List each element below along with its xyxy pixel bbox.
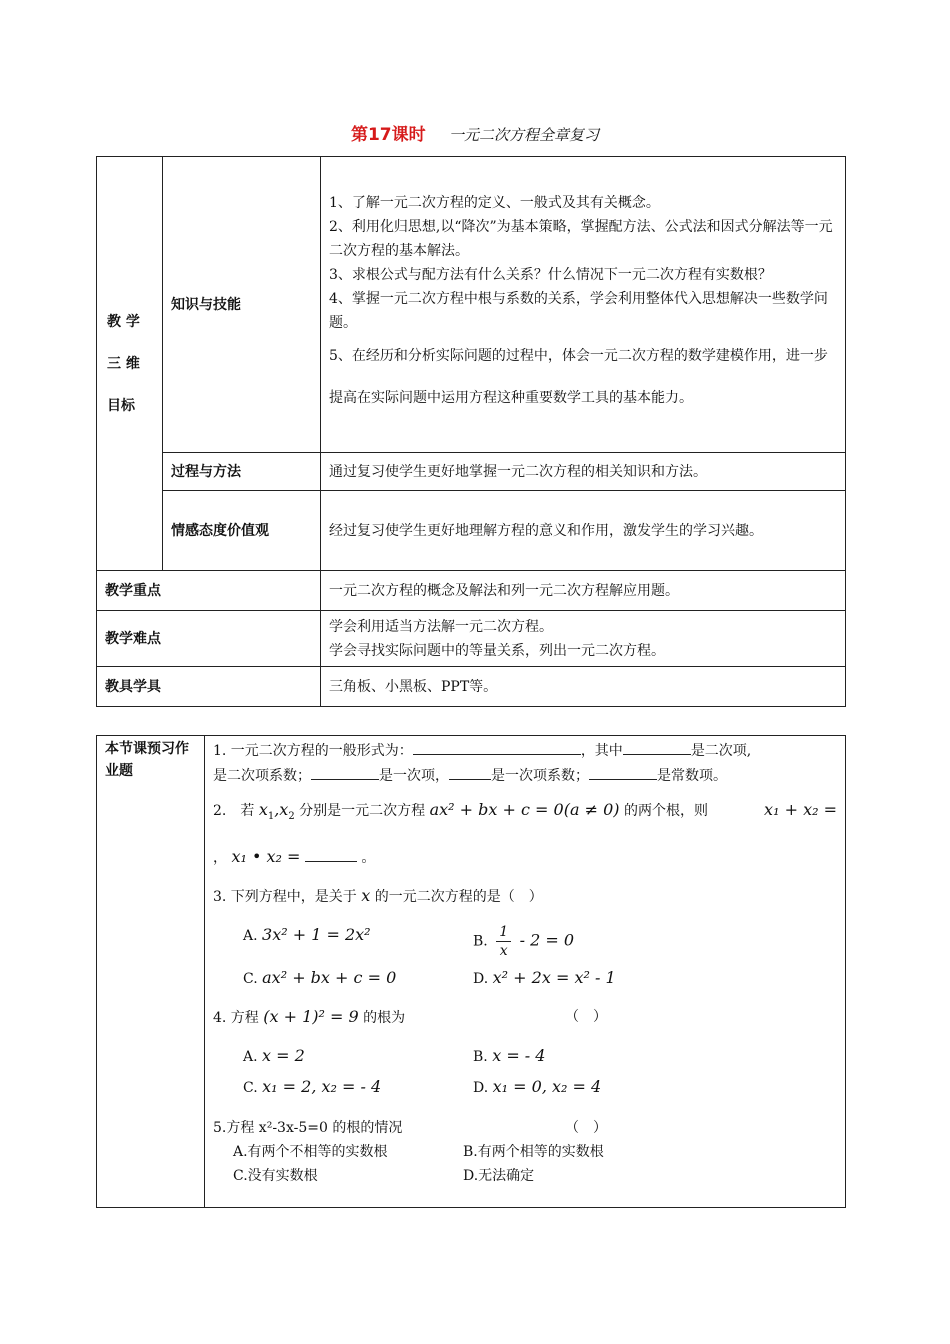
group-label-line-3: 目标 <box>107 397 135 414</box>
q2-end: 。 <box>361 850 376 866</box>
emotion-text: 经过复习使学生更好地理解方程的意义和作用，激发学生的学习兴趣。 <box>321 491 846 571</box>
knowledge-content <box>321 157 846 453</box>
group-label-line-1: 教 学 <box>107 313 140 330</box>
q1-blank-quadratic-coef[interactable] <box>311 763 379 780</box>
preview-table <box>96 735 846 1208</box>
question-2 <box>213 798 837 829</box>
group-label-line-2: 三 维 <box>107 355 140 372</box>
knowledge-label: 知识与技能 <box>163 157 321 453</box>
tools-text: 三角板、小黑板、PPT等。 <box>321 667 846 707</box>
q4-stem2: 的根为 <box>363 1010 406 1026</box>
q4-options-row-1 <box>213 1044 837 1069</box>
q1-lead: 1. 一元二次方程的一般形式为： <box>213 743 413 759</box>
process-label: 过程与方法 <box>163 453 321 491</box>
q4-stem: 4. 方程 <box>213 1010 259 1026</box>
key-point-label: 教学重点 <box>97 571 321 611</box>
q4-option-b[interactable] <box>473 1044 703 1069</box>
q1-blank-constant[interactable] <box>589 763 657 780</box>
difficulty-line-2: 学会寻找实际问题中的等量关系，列出一元二次方程。 <box>329 642 665 659</box>
difficulty-text <box>321 611 846 667</box>
q3-options-row-1 <box>213 923 837 960</box>
q5-answer-paren[interactable]: （ ） <box>565 1120 607 1136</box>
q4-option-a-expr: x = 2 <box>262 1046 305 1065</box>
q3-option-a-label: A. <box>243 928 258 944</box>
q4-option-d-label: D. <box>473 1080 489 1096</box>
q1-blank-quadratic-term[interactable] <box>623 738 691 755</box>
q2-lead: 2. 若 <box>213 803 255 819</box>
q3-stem2: 的一元二次方程的是（ ） <box>374 889 543 905</box>
question-2-line-2 <box>213 845 837 870</box>
q3-option-d-expr: x² + 2x = x² - 1 <box>492 968 616 987</box>
q4-option-b-expr: x = - 4 <box>492 1046 546 1065</box>
preview-label: 本节课预习作业题 <box>97 736 205 1208</box>
q4-option-c-label: C. <box>243 1080 258 1096</box>
knowledge-item-2: 2、利用化归思想,以“降次”为基本策略，掌握配方法、公式法和因式分解法等一元二次方程的基本解法。 <box>329 218 833 259</box>
q4-option-d-expr: x₁ = 0, x₂ = 4 <box>492 1077 602 1096</box>
tools-label: 教具学具 <box>97 667 321 707</box>
q3-stem: 3. 下列方程中，是关于 <box>213 889 357 905</box>
q1-t7: 是常数项。 <box>657 768 727 784</box>
q3-option-a[interactable] <box>213 923 473 960</box>
q4-answer-paren[interactable]: （ ） <box>565 1009 607 1025</box>
q1-blank-general-form[interactable] <box>413 738 581 755</box>
q2-tail: 的两个根，则 <box>623 803 708 819</box>
q5-option-c[interactable]: C.没有实数根 <box>233 1168 318 1184</box>
q3-option-c[interactable] <box>213 966 473 991</box>
difficulty-line-1: 学会利用适当方法解一元二次方程。 <box>329 618 553 635</box>
knowledge-item-5: 5、在经历和分析实际问题的过程中，体会一元二次方程的数学建模作用，进一步提高在实际问题中运用方程这种重要数学工具的基本能力。 <box>329 347 828 406</box>
objectives-group-label <box>97 157 163 571</box>
q3-option-d[interactable] <box>473 966 703 991</box>
fraction-numerator: 1 <box>496 923 511 942</box>
q2-roots: $x_1,x_2$ <box>258 800 295 822</box>
q5-stem: 5.方程 x²-3x-5=0 的根的情况 <box>213 1120 403 1136</box>
q4-equation: (x + 1)² = 9 <box>263 1007 359 1026</box>
difficulty-label: 教学难点 <box>97 611 321 667</box>
question-5 <box>213 1116 837 1140</box>
q3-var: x <box>361 886 371 905</box>
knowledge-item-3: 3、求根公式与配方法有什么关系？什么情况下一元二次方程有实数根？ <box>329 266 772 283</box>
knowledge-item-4: 4、掌握一元二次方程中根与系数的关系，学会利用整体代入思想解决一些数学问题。 <box>329 290 828 331</box>
q5-option-a[interactable]: A.有两个不相等的实数根 <box>233 1144 388 1160</box>
lesson-topic: 一元二次方程全章复习 <box>449 126 600 144</box>
q1-t4: 是二次项系数； <box>213 768 311 784</box>
q2-mid: 分别是一元二次方程 <box>299 803 426 819</box>
preview-content <box>205 736 846 1208</box>
q3-option-a-expr: 3x² + 1 = 2x² <box>262 925 371 944</box>
process-text: 通过复习使学生更好地掌握一元二次方程的相关知识和方法。 <box>321 453 846 491</box>
q3-options-row-2 <box>213 966 837 991</box>
emotion-label: 情感态度价值观 <box>163 491 321 571</box>
q2-prod-prefix: ， <box>213 850 227 866</box>
q3-option-b[interactable] <box>473 923 703 960</box>
question-4 <box>213 1005 837 1030</box>
q4-option-c[interactable] <box>213 1075 473 1100</box>
q3-option-b-rest: - 2 = 0 <box>519 930 575 950</box>
q2-sum: x₁ + x₂ = <box>764 800 837 819</box>
q5-options-row-1 <box>213 1140 837 1164</box>
q3-option-c-expr: ax² + bx + c = 0 <box>262 968 397 987</box>
knowledge-item-1: 1、了解一元二次方程的定义、一般式及其有关概念。 <box>329 194 660 211</box>
q3-option-c-label: C. <box>243 971 258 987</box>
q2-equation: ax² + bx + c = 0(a ≠ 0) <box>429 800 620 819</box>
q2-blank-product[interactable] <box>305 851 357 862</box>
question-3 <box>213 884 837 909</box>
q1-t5: 是一次项， <box>379 768 449 784</box>
q1-t3: 是二次项, <box>690 743 752 759</box>
q4-option-c-expr: x₁ = 2, x₂ = - 4 <box>262 1077 382 1096</box>
q3-option-b-fraction <box>496 923 511 960</box>
q1-t2: ，其中 <box>580 743 623 759</box>
q5-option-d[interactable]: D.无法确定 <box>463 1168 535 1184</box>
objectives-table <box>96 156 846 707</box>
key-point-text: 一元二次方程的概念及解法和列一元二次方程解应用题。 <box>321 571 846 611</box>
q5-option-b[interactable]: B.有两个相等的实数根 <box>463 1144 604 1160</box>
lesson-number: 第17课时 <box>350 125 426 145</box>
page-title <box>0 120 950 145</box>
q3-option-b-label: B. <box>473 933 488 950</box>
q4-options-row-2 <box>213 1075 837 1100</box>
q2-product: x₁ • x₂ = <box>231 847 301 866</box>
q3-option-d-label: D. <box>473 971 489 987</box>
question-1 <box>213 738 837 788</box>
q4-option-d[interactable] <box>473 1075 703 1100</box>
q1-t6: 是一次项系数； <box>491 768 589 784</box>
fraction-denominator: x <box>499 943 508 959</box>
q4-option-a[interactable] <box>213 1044 473 1069</box>
q4-option-a-label: A. <box>243 1049 258 1065</box>
q1-blank-linear-coef[interactable] <box>449 763 491 780</box>
q4-option-b-label: B. <box>473 1049 488 1065</box>
q5-options-row-2 <box>213 1164 837 1188</box>
